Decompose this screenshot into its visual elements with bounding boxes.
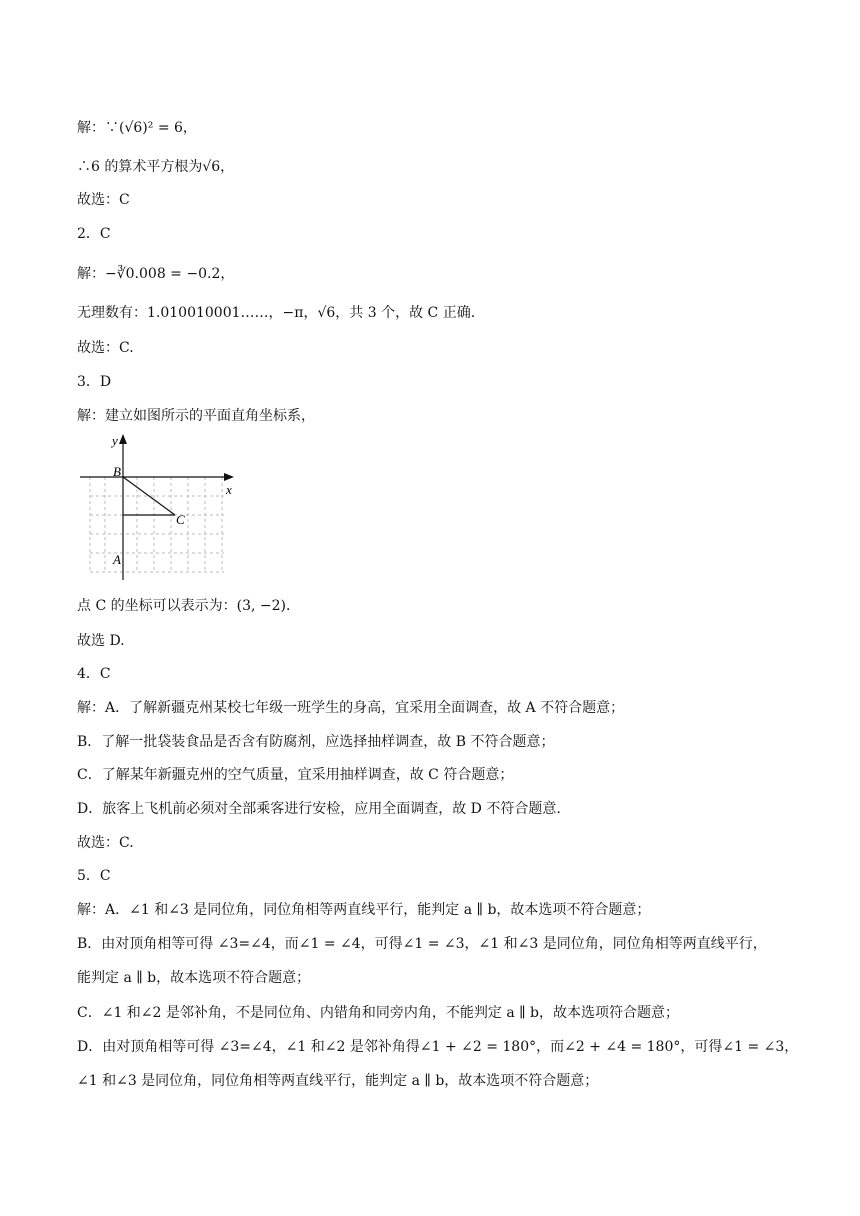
- solution-line-5: 解：建立如图所示的平面直角坐标系，: [77, 408, 315, 424]
- solution-line-14: C．∠1 和∠2 是邻补角，不是同位角、内错角和同旁内角，不能判定 a ∥ b，故本选项符合题意；: [77, 1005, 680, 1021]
- label-c: C: [176, 512, 185, 527]
- y-axis-arrow: [119, 434, 127, 444]
- solution-line-15: D．由对顶角相等可得 ∠3=∠4，∠1 和∠2 是邻补角得∠1 + ∠2 = 180°，而∠2 + ∠4 = 180°，可得∠1 = ∠3，: [77, 1039, 799, 1055]
- solution-line-12: B．由对顶角相等可得 ∠3=∠4，而∠1 = ∠4，可得∠1 = ∠3，∠1 和∠3 是同位角，同位角相等两直线平行，: [77, 936, 767, 952]
- solution-line-7: 解：A．了解新疆克州某校七年级一班学生的身高，宜采用全面调查，故 A 不符合题意；: [77, 700, 625, 716]
- solution-line-11: 解：A．∠1 和∠3 是同位角，同位角相等两直线平行，能判定 a ∥ b，故本选项不符合题意；: [77, 902, 651, 918]
- solution-line-8: B．了解一批袋装食品是否含有防腐剂，应选择抽样调查，故 B 不符合题意；: [77, 734, 555, 750]
- label-b: B: [113, 464, 121, 479]
- solution-line-4: 无理数有：1.010010001……，−π，√6，共 3 个，故 C 正确.: [77, 305, 476, 321]
- label-x: x: [226, 482, 232, 497]
- solution-line-13: 能判定 a ∥ b，故本选项不符合题意；: [77, 970, 311, 986]
- answer-line-4: 故选：C.: [77, 835, 134, 851]
- question-number-4: 4．C: [77, 666, 111, 682]
- question-number-5: 5．C: [77, 868, 111, 884]
- label-a: A: [113, 552, 121, 567]
- label-y: y: [112, 433, 118, 448]
- solution-line-2: ∴6 的算术平方根为√6，: [77, 159, 235, 175]
- coordinate-figure: [78, 432, 238, 580]
- solution-line-16: ∠1 和∠3 是同位角，同位角相等两直线平行，能判定 a ∥ b，故本选项不符合题意；: [77, 1073, 599, 1089]
- answer-line-2: 故选：C.: [77, 340, 134, 356]
- answer-line-1: 故选：C: [77, 192, 130, 208]
- solution-line-3: 解：−∛0.008 = −0.2，: [77, 266, 235, 282]
- grid-lines: [90, 477, 224, 572]
- solution-line-1: 解：∵(√6)² = 6，: [77, 120, 197, 136]
- x-axis-arrow: [224, 473, 234, 481]
- solution-line-10: D．旅客上飞机前必须对全部乘客进行安检，应用全面调查，故 D 不符合题意.: [77, 801, 561, 817]
- segment-bc: [123, 477, 175, 515]
- solution-line-6: 点 C 的坐标可以表示为：(3, −2)．: [77, 598, 300, 614]
- question-number-3: 3．D: [77, 374, 112, 390]
- solution-line-9: C．了解某年新疆克州的空气质量，宜采用抽样调查，故 C 符合题意；: [77, 767, 514, 783]
- answer-line-3: 故选 D.: [77, 633, 125, 649]
- question-number-2: 2．C: [77, 226, 111, 242]
